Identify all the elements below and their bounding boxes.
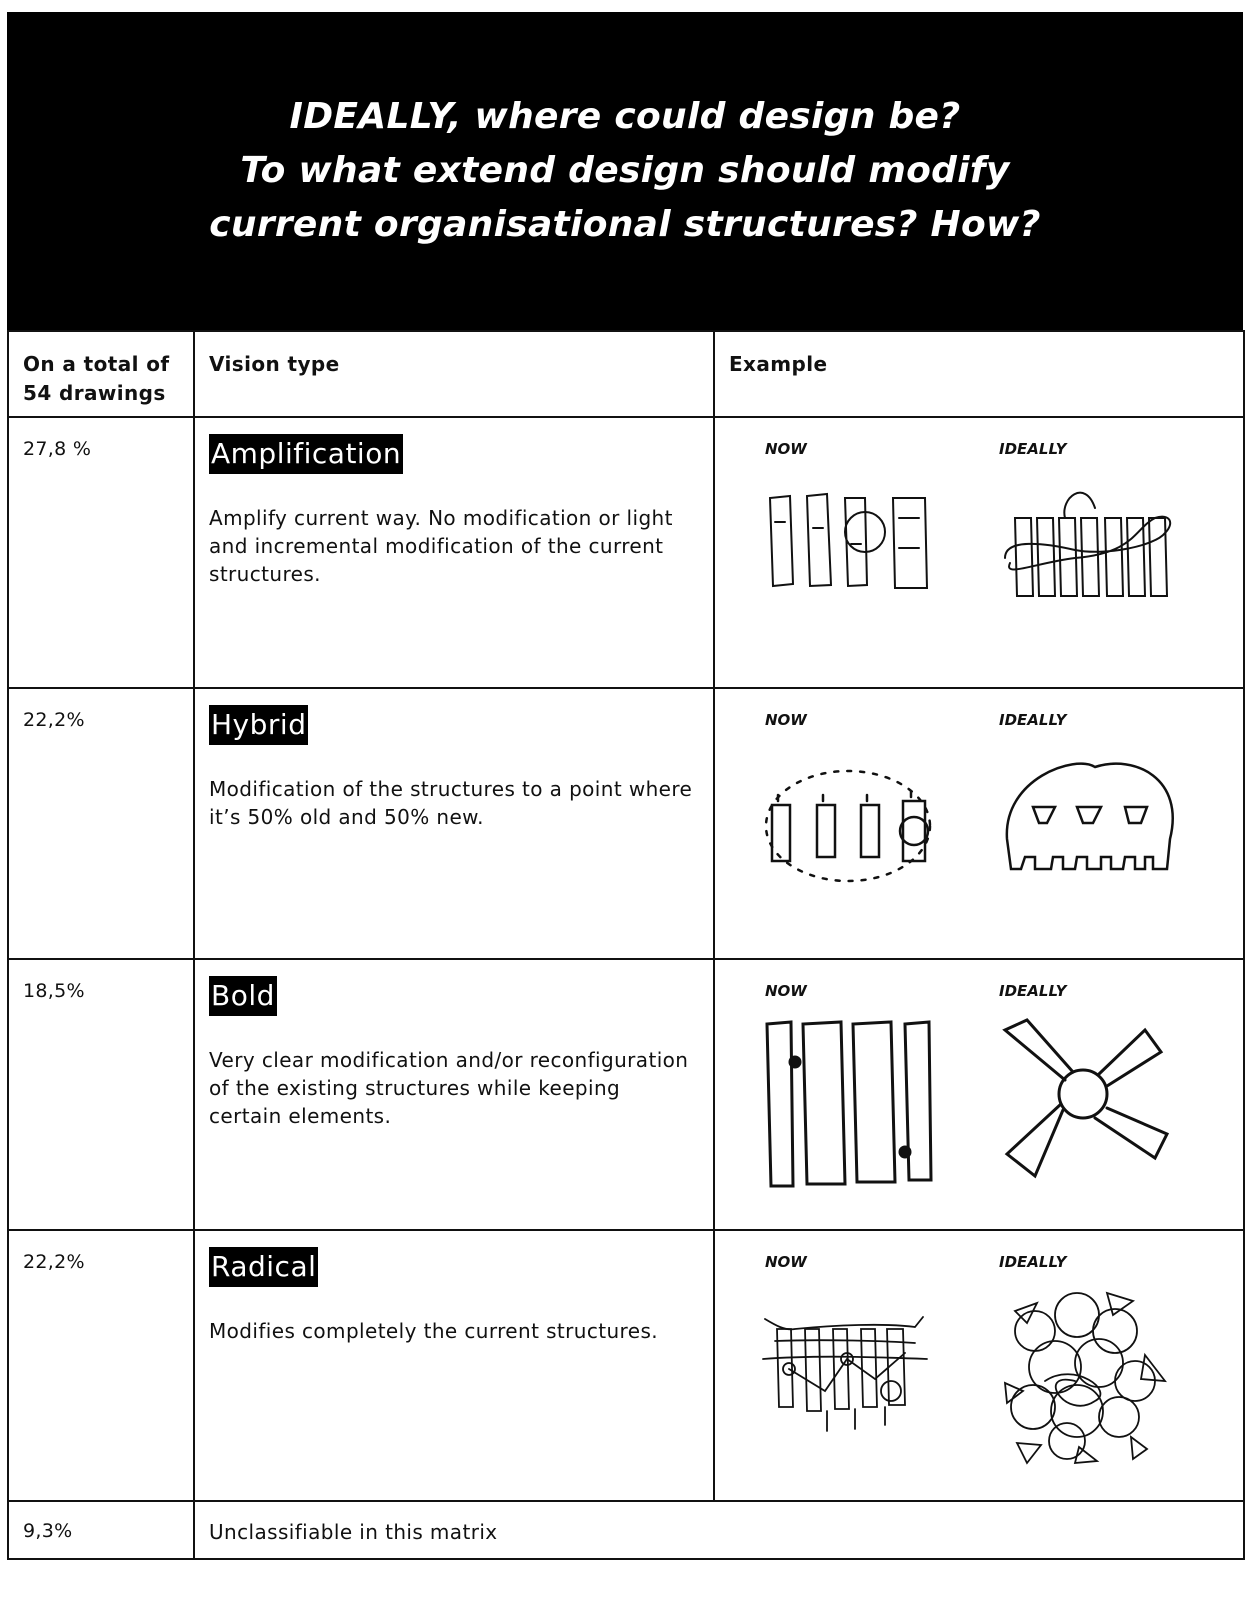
vision-type-tag: Bold [209, 976, 277, 1016]
now-drawing [766, 771, 930, 881]
percent-cell: 27,8 % [23, 438, 92, 460]
vision-description: Amplify current way. No modification or light and incremental modification of the current structures. [209, 506, 673, 586]
table-row [8, 688, 1244, 959]
ideally-label: IDEALLY [999, 711, 1067, 729]
table-row [8, 417, 1244, 688]
column-header-example: Example [729, 352, 828, 376]
percent-cell: 22,2% [23, 1251, 85, 1273]
example-cell [714, 688, 1244, 959]
vision-description: Modifies completely the current structures. [209, 1319, 659, 1343]
ideally-drawing [1005, 493, 1170, 596]
now-label: NOW [765, 711, 807, 729]
percent-cell: 18,5% [23, 980, 85, 1002]
now-label: NOW [765, 1253, 807, 1271]
vision-description: Modification of the structures to a point where it’s 50% old and 50% new. [209, 777, 693, 829]
example-cell [714, 959, 1244, 1230]
example-cell [714, 417, 1244, 688]
ideally-label: IDEALLY [999, 1253, 1067, 1271]
title-line-1: IDEALLY, where could design be? [289, 96, 961, 137]
header-row [8, 331, 1244, 417]
column-header-vision: Vision type [209, 352, 340, 376]
title-line-3: current organisational structures? How? [209, 204, 1041, 245]
table-row [8, 1501, 1244, 1559]
vision-matrix [7, 12, 1243, 1592]
matrix-table [7, 330, 1245, 1560]
now-drawing [767, 1022, 931, 1186]
vision-type-tag: Hybrid [209, 705, 308, 745]
ideally-label: IDEALLY [999, 440, 1067, 458]
vision-type-tag: Amplification [209, 434, 403, 474]
amplification-sketch [715, 418, 1243, 686]
now-label: NOW [765, 982, 807, 1000]
percent-cell: 9,3% [23, 1520, 73, 1542]
vision-description: Very clear modification and/or reconfiguration of the existing structures while keeping certain elements. [209, 1048, 689, 1128]
table-row [8, 959, 1244, 1230]
vision-type-tag: Radical [209, 1247, 318, 1287]
ideally-drawing [1005, 1293, 1165, 1463]
unclassifiable-text: Unclassifiable in this matrix [209, 1520, 498, 1544]
now-drawing [763, 1317, 927, 1431]
column-header-total: On a total of 54 drawings [23, 352, 170, 405]
percent-cell: 22,2% [23, 709, 85, 731]
title-line-2: To what extend design should modify [240, 150, 1010, 191]
radical-sketch [715, 1231, 1243, 1499]
ideally-drawing [1007, 764, 1173, 869]
hybrid-sketch [715, 689, 1243, 957]
example-cell [714, 1230, 1244, 1501]
table-row [8, 1230, 1244, 1501]
title-banner [7, 12, 1243, 330]
ideally-label: IDEALLY [999, 982, 1067, 1000]
bold-sketch [715, 960, 1243, 1228]
now-drawing [770, 494, 927, 588]
ideally-drawing [1005, 1020, 1167, 1176]
now-label: NOW [765, 440, 807, 458]
